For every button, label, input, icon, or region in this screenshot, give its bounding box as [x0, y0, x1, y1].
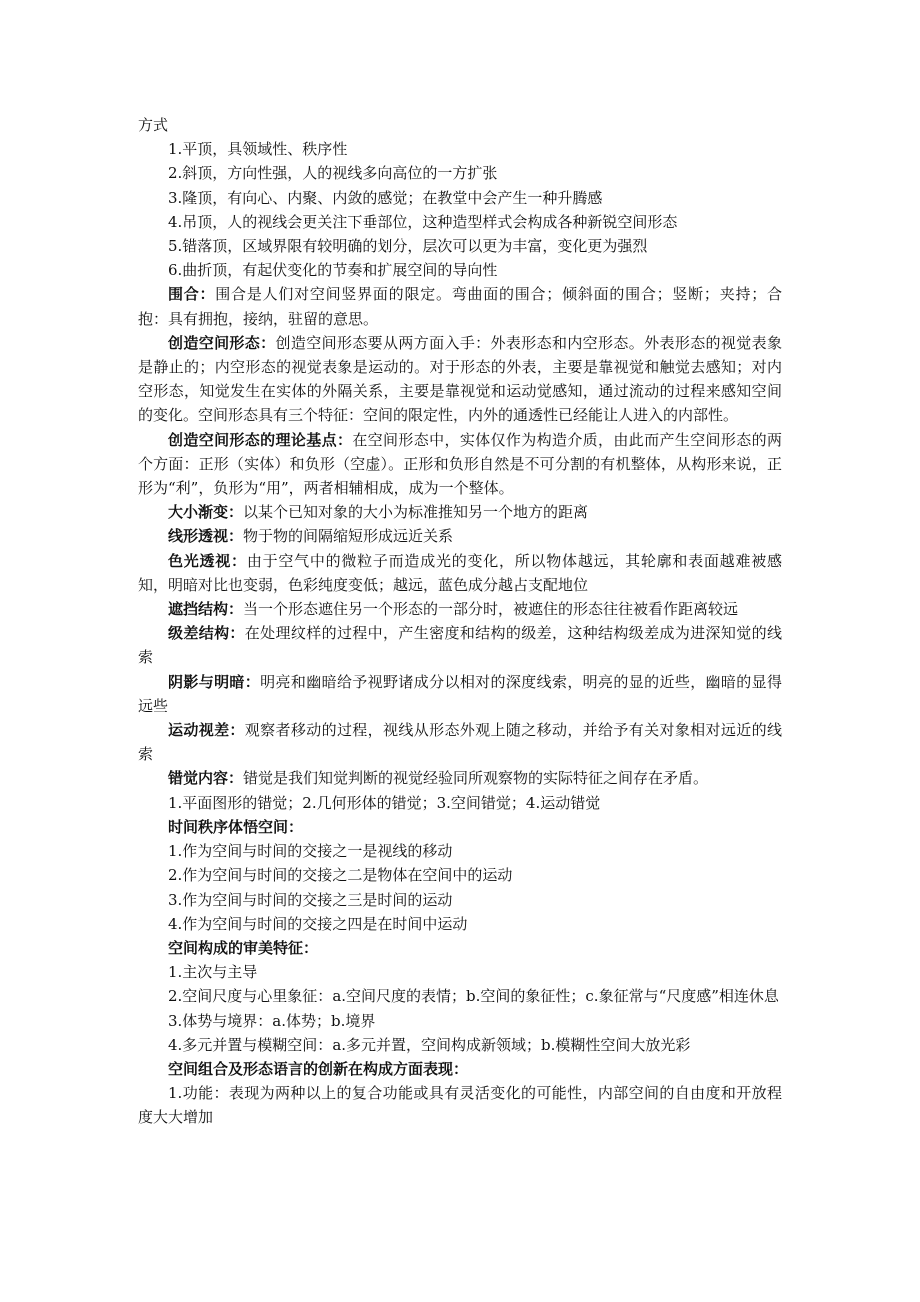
list-item: 3.体势与境界：a.体势；b.境界 [168, 1011, 376, 1030]
list-item: 1.主次与主导 [168, 963, 258, 982]
term-label: 级差结构： [168, 624, 245, 643]
list-item: 1.平顶，具领域性、秩序性 [168, 140, 348, 159]
list-item: 2.空间尺度与心里象征：a.空间尺度的表情；b.空间的象征性；c.象征常与“尺度感”相连休息 [168, 987, 779, 1006]
paragraph-jicha [138, 621, 782, 669]
term-text: 由于空气中的微粒子而造成光的变化，所以物体越远，其轮廓和表面越难被感知，明暗对比也变弱，色彩纯度变低；越远，蓝色成分越占支配地位 [138, 551, 782, 594]
list-item: 1.功能：表现为两种以上的复合功能或具有灵活变化的可能性，内部空间的自由度和开放程度大大增加 [138, 1084, 782, 1127]
paragraph-zhedang [138, 597, 782, 621]
list-item: 4.多元并置与模糊空间：a.多元并置，空间构成新领域；b.模糊性空间大放光彩 [168, 1035, 691, 1054]
term-text: 围合是人们对空间竖界面的限定。弯曲面的围合；倾斜面的围合；竖断；夹持；合抱：具有拥抱，接纳，驻留的意思。 [138, 285, 782, 328]
term-label: 创造空间形态： [168, 333, 276, 352]
paragraph-daxiao [138, 500, 782, 524]
list-item: 2.作为空间与时间的交接之二是物体在空间中的运动 [168, 866, 513, 885]
list-item: 1.平面图形的错觉；2.几何形体的错觉；3.空间错觉；4.运动错觉 [168, 793, 601, 812]
paragraph-yinying [138, 670, 782, 718]
term-text: 在空间形态中，实体仅作为构造介质，由此而产生空间形态的两个方面：正形（实体）和负形（空虚）。正形和负形自然是不可分割的有机整体，从构形来说，正形为“利”，负形为“用”，两者相辅相成，成为一个整体。 [138, 430, 782, 498]
term-label: 阴影与明暗： [168, 672, 261, 691]
term-text: 观察者移动的过程，视线从形态外观上随之移动，并给予有关对象相对远近的线索 [138, 721, 782, 764]
text-line: 方式 [138, 116, 169, 134]
term-label: 线形透视： [168, 527, 244, 546]
term-text: 明亮和幽暗给予视野诸成分以相对的深度线索，明亮的显的近些，幽暗的显得远些 [138, 672, 782, 715]
section-heading: 空间构成的审美特征： [168, 938, 319, 957]
term-label: 遮挡结构： [168, 600, 244, 619]
term-text: 当一个形态遮住另一个形态的一部分时，被遮住的形态往往被看作距离较远 [243, 600, 739, 619]
list-item: 6.曲折顶，有起伏变化的节奏和扩展空间的导向性 [168, 261, 498, 280]
term-text: 错觉是我们知觉判断的视觉经验同所观察物的实际特征之间存在矛盾。 [243, 769, 709, 788]
term-label: 运动视差： [168, 721, 245, 740]
list-item: 5.错落顶，区域界限有较明确的划分，层次可以更为丰富，变化更为强烈 [168, 237, 648, 256]
paragraph-yundong [138, 718, 782, 766]
term-text: 物于物的间隔缩短形成远近关系 [243, 527, 454, 546]
paragraph-chuangzao [138, 331, 782, 428]
term-text: 在处理纹样的过程中，产生密度和结构的级差，这种结构级差成为进深知觉的线索 [138, 624, 782, 667]
list-item: 4.作为空间与时间的交接之四是在时间中运动 [168, 914, 468, 933]
term-text: 以某个已知对象的大小为标准推知另一个地方的距离 [243, 503, 589, 522]
list-item: 2.斜顶，方向性强，人的视线多向高位的一方扩张 [168, 164, 498, 183]
term-label: 大小渐变： [168, 503, 244, 522]
list-item: 3.隆顶，有向心、内聚、内敛的感觉；在教堂中会产生一种升腾感 [168, 188, 603, 207]
list-item: 3.作为空间与时间的交接之三是时间的运动 [168, 890, 453, 909]
term-label: 围合： [168, 285, 216, 304]
paragraph-xianxing [138, 524, 782, 548]
paragraph-weihe [138, 282, 782, 330]
term-text: 创造空间形态要从两方面入手：外表形态和内空形态。外表形态的视觉表象是静止的；内空形态的视觉表象是运动的。对于形态的外表，主要是靠视觉和触觉去感知；对内空形态，知觉发生在实体的外隔关系，主要是靠视觉和运动觉感知，通过流动的过程来感知空间的变化。空间形态具有三个特征：空间的限定性，内外的通透性已经能让人进入的内部性。 [138, 333, 782, 425]
term-label: 色光透视： [168, 551, 247, 570]
paragraph-cuojue [138, 766, 782, 790]
list-item: 1.作为空间与时间的交接之一是视线的移动 [168, 842, 453, 861]
section-heading: 时间秩序体悟空间： [168, 817, 304, 836]
term-label: 错觉内容： [168, 769, 244, 788]
term-label: 创造空间形态的理论基点： [168, 430, 353, 449]
paragraph-seguang [138, 549, 782, 597]
list-item: 4.吊顶，人的视线会更关注下垂部位，这种造型样式会构成各种新锐空间形态 [168, 212, 678, 231]
paragraph-jidian [138, 428, 782, 501]
section-heading: 空间组合及形态语言的创新在构成方面表现： [168, 1059, 469, 1078]
